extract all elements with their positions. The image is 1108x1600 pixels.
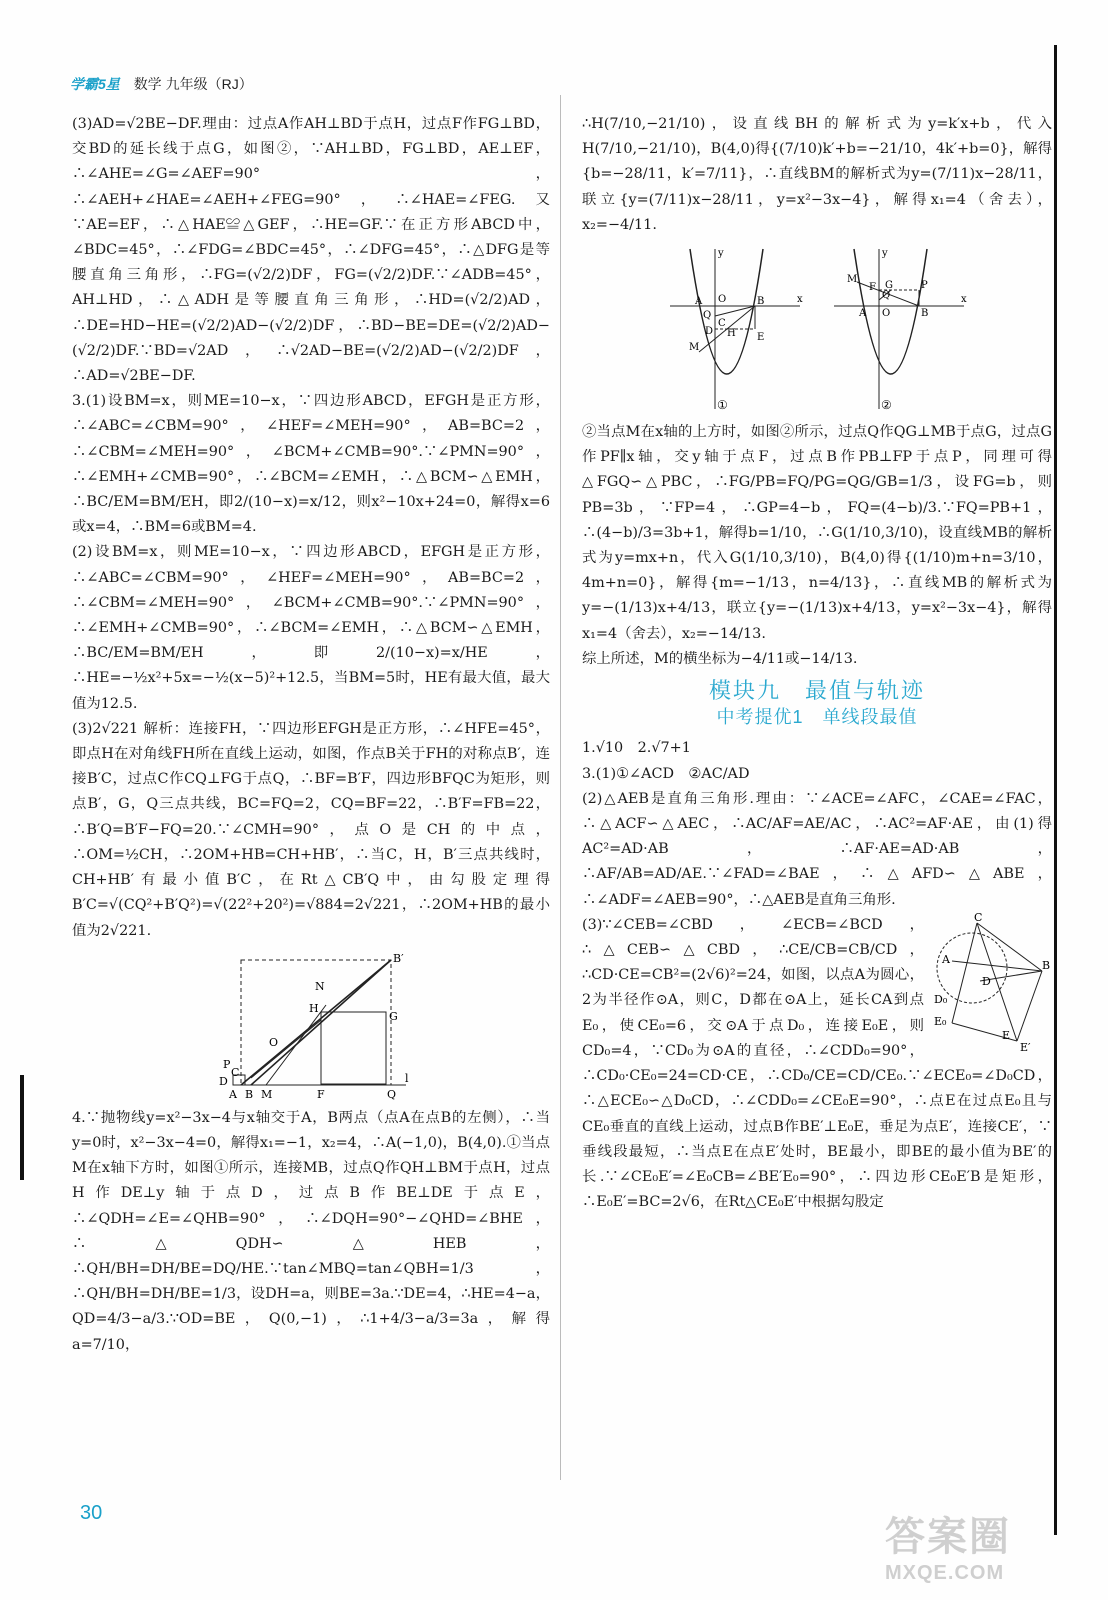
label-Q: Q <box>387 1087 397 1100</box>
label-F: F <box>317 1087 325 1100</box>
p1-label-M: M <box>689 342 700 354</box>
label-B: B <box>245 1087 254 1100</box>
p1-label-y: y <box>718 248 724 260</box>
c-label-C: C <box>974 912 983 924</box>
watermark-url: MXQE.COM <box>885 1562 1005 1584</box>
p2-label-x: x <box>961 294 967 306</box>
right-column <box>582 112 1052 1215</box>
parabola-figure-2 <box>829 244 969 414</box>
answer-q3-part3: (3)2√221 解析：连接FH，∵四边形EFGH是正方形，∴∠HFE=45°，即点H在对角线FH所在直线上运动，如图，作点B关于FH的对称点B′，连接B′C，过点C作CQ⊥FG于点Q，∴BF=B′F，四边形BFQC为矩形，则点B′，G，Q三点共线，BC=FQ=2，CQ=BF=22，∴B′F=FB=22，∴B′Q=B′F−FQ=20.∵∠CMH=90°，点O是CH的中点，∴OM=½CH，∴2OM+HB=CH+HB′，∴当C，H，B′三点共线时，CH+HB′有最小值B′C，在Rt△CB′Q中，由勾股定理得B′C=√(CQ²+B′Q²)=√(22²+20²)=√884=2√221，∴2OM+HB的最小值为2√221. <box>72 720 550 939</box>
column-divider <box>560 95 561 1480</box>
c-label-D0: D₀ <box>934 992 948 1006</box>
answer-3-part3: (3)∵∠CEB=∠CBD，∠ECB=∠BCD，∴△CEB∽△CBD，∴CE/CB=CB/CD，∴CD·CE=CB²=(2√6)²=24，如图，以点A为圆心，2为半径作⊙A，则C，D都在⊙A上，延长CA到点E₀，使CE₀=6，交⊙A于点D₀，连接E₀E，则CD₀=4，∵CD₀为⊙A的直径，∴∠CDD₀=90°，∴CD₀·CE₀=24=CD·CE，∴CD₀/CE=CD/CE₀.∵∠ECE₀=∠D₀CD，∴△ECE₀∽△D₀CD，∴∠CDD₀=∠CE₀E=90°，∴点E在过点E₀且与CE₀垂直的直线上运动，过点B作BE′⊥E₀E，垂足为点E′，连接CE′，∵垂线段最短，∴当点E在点E′处时，BE最小，即BE的最小值为BE′的长.∵∠CE₀E′=∠E₀CB=∠BE′E₀=90°，∴四边形CE₀E′B是矩形，∴E₀E′=BC=2√6，在Rt△CE₀E′中根据勾股定 <box>582 916 1052 1211</box>
header-grade: 九年级（RJ） <box>165 76 253 92</box>
label-P: P <box>223 1057 231 1071</box>
p2-label-Q: Q <box>882 290 891 302</box>
p2-label-y: y <box>882 248 888 260</box>
c-label-Eprime: E′ <box>1020 1040 1031 1053</box>
label-G: G <box>389 1009 398 1023</box>
answer-q3-part1: 3.(1)设BM=x，则ME=10−x，∵四边形ABCD，EFGH是正方形，∴∠ABC=∠CBM=90°，∠HEF=∠MEH=90°，AB=BC=2，∴∠CBM=∠MEH=90°，∠BCM+∠CMB=90°.∵∠PMN=90°，∴∠EMH+∠CMB=90°，∴∠BCM=∠EMH，∴△BCM∽△EMH，∴BC/EM=BM/EH，即2/(10−x)=x/12，则x²−10x+24=0，解得x=6或x=4，∴BM=6或BM=4. <box>72 393 550 536</box>
page-header <box>70 74 253 94</box>
c-label-B: B <box>1042 958 1051 972</box>
p1-label-E: E <box>757 332 765 344</box>
label-O: O <box>269 1035 279 1049</box>
left-column <box>72 112 550 1358</box>
p2-label-A: A <box>859 308 867 320</box>
scan-edge-right <box>1054 45 1057 1535</box>
p2-caption: ② <box>881 398 892 413</box>
answer-3-part1: 3.(1)①∠ACD ②AC/AD <box>582 765 750 782</box>
p1-label-Q: Q <box>703 310 712 322</box>
header-subject: 数学 <box>133 76 162 92</box>
p2-label-B: B <box>921 308 929 320</box>
answer-3-part3-block <box>582 913 1052 1215</box>
page-number: 30 <box>80 1502 103 1524</box>
answer-1-2: 1.√10 2.√7+1 <box>582 740 691 757</box>
p2-label-O: O <box>882 308 891 320</box>
label-M: M <box>261 1087 273 1100</box>
p1-label-C: C <box>718 318 726 330</box>
p1-label-x: x <box>797 294 803 306</box>
section-title: 中考提优1 单线段最值 <box>716 707 918 728</box>
p1-label-O: O <box>718 294 727 306</box>
c-label-E: E <box>1002 1028 1011 1042</box>
answer-q4-part1: 4.∵抛物线y=x²−3x−4与x轴交于A，B两点（点A在点B的左侧），∴当y=0时，x²−3x−4=0，解得x₁=−1，x₂=4，∴A(−1,0)，B(4,0).①当点M在x轴下方时，如图①所示，连接MB，过点Q作QH⊥BM于点H，过点H作DE⊥y轴于点D，过点B作BE⊥DE于点E，∴∠QDH=∠E=∠QHB=90°，∴∠DQH=90°−∠QHD=∠BHE，∴△QDH∽△HEB，∴QH/BH=DH/BE=DQ/HE.∵tan∠MBQ=tan∠QBH=1/3，∴QH/BH=DH/BE=1/3，设DH=a，则BE=3a.∵DE=4，∴HE=4−a，QD=4/3−a/3.∵OD=BE，Q(0,−1)，∴1+4/3−a/3=3a，解得a=7/10， <box>72 1109 550 1353</box>
c-label-D: D <box>982 974 991 988</box>
circle-geometry-figure <box>932 913 1052 1053</box>
module-title: 模块九 最值与轨迹 <box>708 678 925 704</box>
p2-label-M: M <box>847 274 858 286</box>
brand-logo: 学霸5星 <box>70 76 120 92</box>
answer-q4-summary: 综上所述，M的横坐标为−4/11或−14/13. <box>582 650 858 667</box>
answer-3-part3-proof: (3)AD=√2BE−DF.理由：过点A作AH⊥BD于点H，过点F作FG⊥BD，交BD的延长线于点G，如图②，∵AH⊥BD，FG⊥BD，AE⊥EF，∴∠AHE=∠G=∠AEF=90°，∴∠AEH+∠HAE=∠AEH+∠FEG=90°，∴∠HAE=∠FEG.又∵AE=EF，∴△HAE≌△GEF，∴HE=GF.∵在正方形ABCD中，∠BDC=45°，∴∠FDG=∠BDC=45°，∴∠DFG=45°，∴△DFG是等腰直角三角形，∴FG=(√2/2)DF，FG=(√2/2)DF.∵∠ADB=45°，AH⊥HD，∴△ADH是等腰直角三角形，∴HD=(√2/2)AD，∴DE=HD−HE=(√2/2)AD−(√2/2)DF，∴BD−BE=DE=(√2/2)AD−(√2/2)DF.∵BD=√2AD，∴√2AD−BE=(√2/2)AD−(√2/2)DF，∴AD=√2BE−DF. <box>72 116 550 385</box>
c-label-A: A <box>942 952 950 966</box>
p2-label-P: P <box>921 280 928 292</box>
answer-q4-continued: ∴H(7/10,−21/10)，设直线BH的解析式为y=k′x+b，代入H(7/10,−21/10)，B(4,0)得{(7/10)k′+b=−21/10，4k′+b=0}，解得{b=−28/11，k′=7/11}，∴直线BM的解析式为y=(7/11)x−28/11，联立{y=(7/11)x−28/11，y=x²−3x−4}，解得x₁=4（舍去），x₂=−4/11. <box>582 116 1052 233</box>
p1-caption: ① <box>717 398 728 413</box>
p1-label-A: A <box>695 296 703 308</box>
p1-label-B: B <box>757 296 765 308</box>
label-D: D <box>219 1074 228 1088</box>
answer-3-part2: (2)△AEB是直角三角形.理由：∵∠ACE=∠AFC，∠CAE=∠FAC，∴△ACF∽△AEC，∴AC/AF=AE/AC，∴AC²=AF·AE，由(1)得AC²=AD·AB，∴AF·AE=AD·AB，∴AF/AB=AD/AE.∵∠FAD=∠BAE，∴△AFD∽△ABE，∴∠ADF=∠AEB=90°，∴△AEB是直角三角形. <box>582 790 1052 908</box>
p1-label-D: D <box>705 326 714 338</box>
label-Bprime: B′ <box>393 951 404 965</box>
label-l: l <box>405 1071 409 1085</box>
answer-q3-part2: (2)设BM=x，则ME=10−x，∵四边形ABCD，EFGH是正方形，∴∠ABC=∠CBM=90°，∠HEF=∠MEH=90°，AB=BC=2，∴∠CBM=∠MEH=90°，∠BCM+∠CMB=90°.∵∠PMN=90°，∴∠EMH+∠CMB=90°，∴∠BCM=∠EMH，∴△BCM∽△EMH，∴BC/EM=BM/EH，即2/(10−x)=x/HE，∴HE=−½x²+5x=−½(x−5)²+12.5，当BM=5时，HE有最大值，最大值为12.5. <box>72 544 550 712</box>
parabola-figures <box>582 244 1052 414</box>
watermark-main: 答案圈 <box>885 1515 1011 1559</box>
label-N: N <box>315 979 325 993</box>
square-geometry-figure <box>211 950 411 1100</box>
p2-label-G: G <box>885 280 893 292</box>
answer-q4-part2: ②当点M在x轴的上方时，如图②所示，过点Q作QG⊥MB于点G，过点G作PF∥x轴，交y轴于点F，过点B作PB⊥FP于点P，同理可得△FGQ∽△PBC，∴FG/PB=FQ/PG=QG/GB=1/3，设FG=b，则PB=3b，∵FP=4，∴GP=4−b，FQ=(4−b)/3.∵FQ=PB+1，∴(4−b)/3=3b+1，解得b=1/10，∴G(1/10,3/10)，设直线MB的解析式为y=mx+n，代入G(1/10,3/10)，B(4,0)得{(1/10)m+n=3/10，4m+n=0}，解得{m=−1/13，n=4/13}，∴直线MB的解析式为y=−(1/13)x+4/13，联立{y=−(1/13)x+4/13，y=x²−3x−4}，解得x₁=4（舍去），x₂=−14/13. <box>582 424 1052 642</box>
p2-label-F: F <box>869 282 876 294</box>
label-H: H <box>309 1001 319 1015</box>
label-A: A <box>229 1087 237 1100</box>
parabola-figure-1 <box>665 244 805 414</box>
scan-edge-left <box>20 1075 24 1180</box>
watermark <box>885 1505 1011 1585</box>
p1-label-H: H <box>727 328 736 340</box>
label-C: C <box>231 1065 240 1079</box>
c-label-E0: E₀ <box>934 1014 947 1028</box>
